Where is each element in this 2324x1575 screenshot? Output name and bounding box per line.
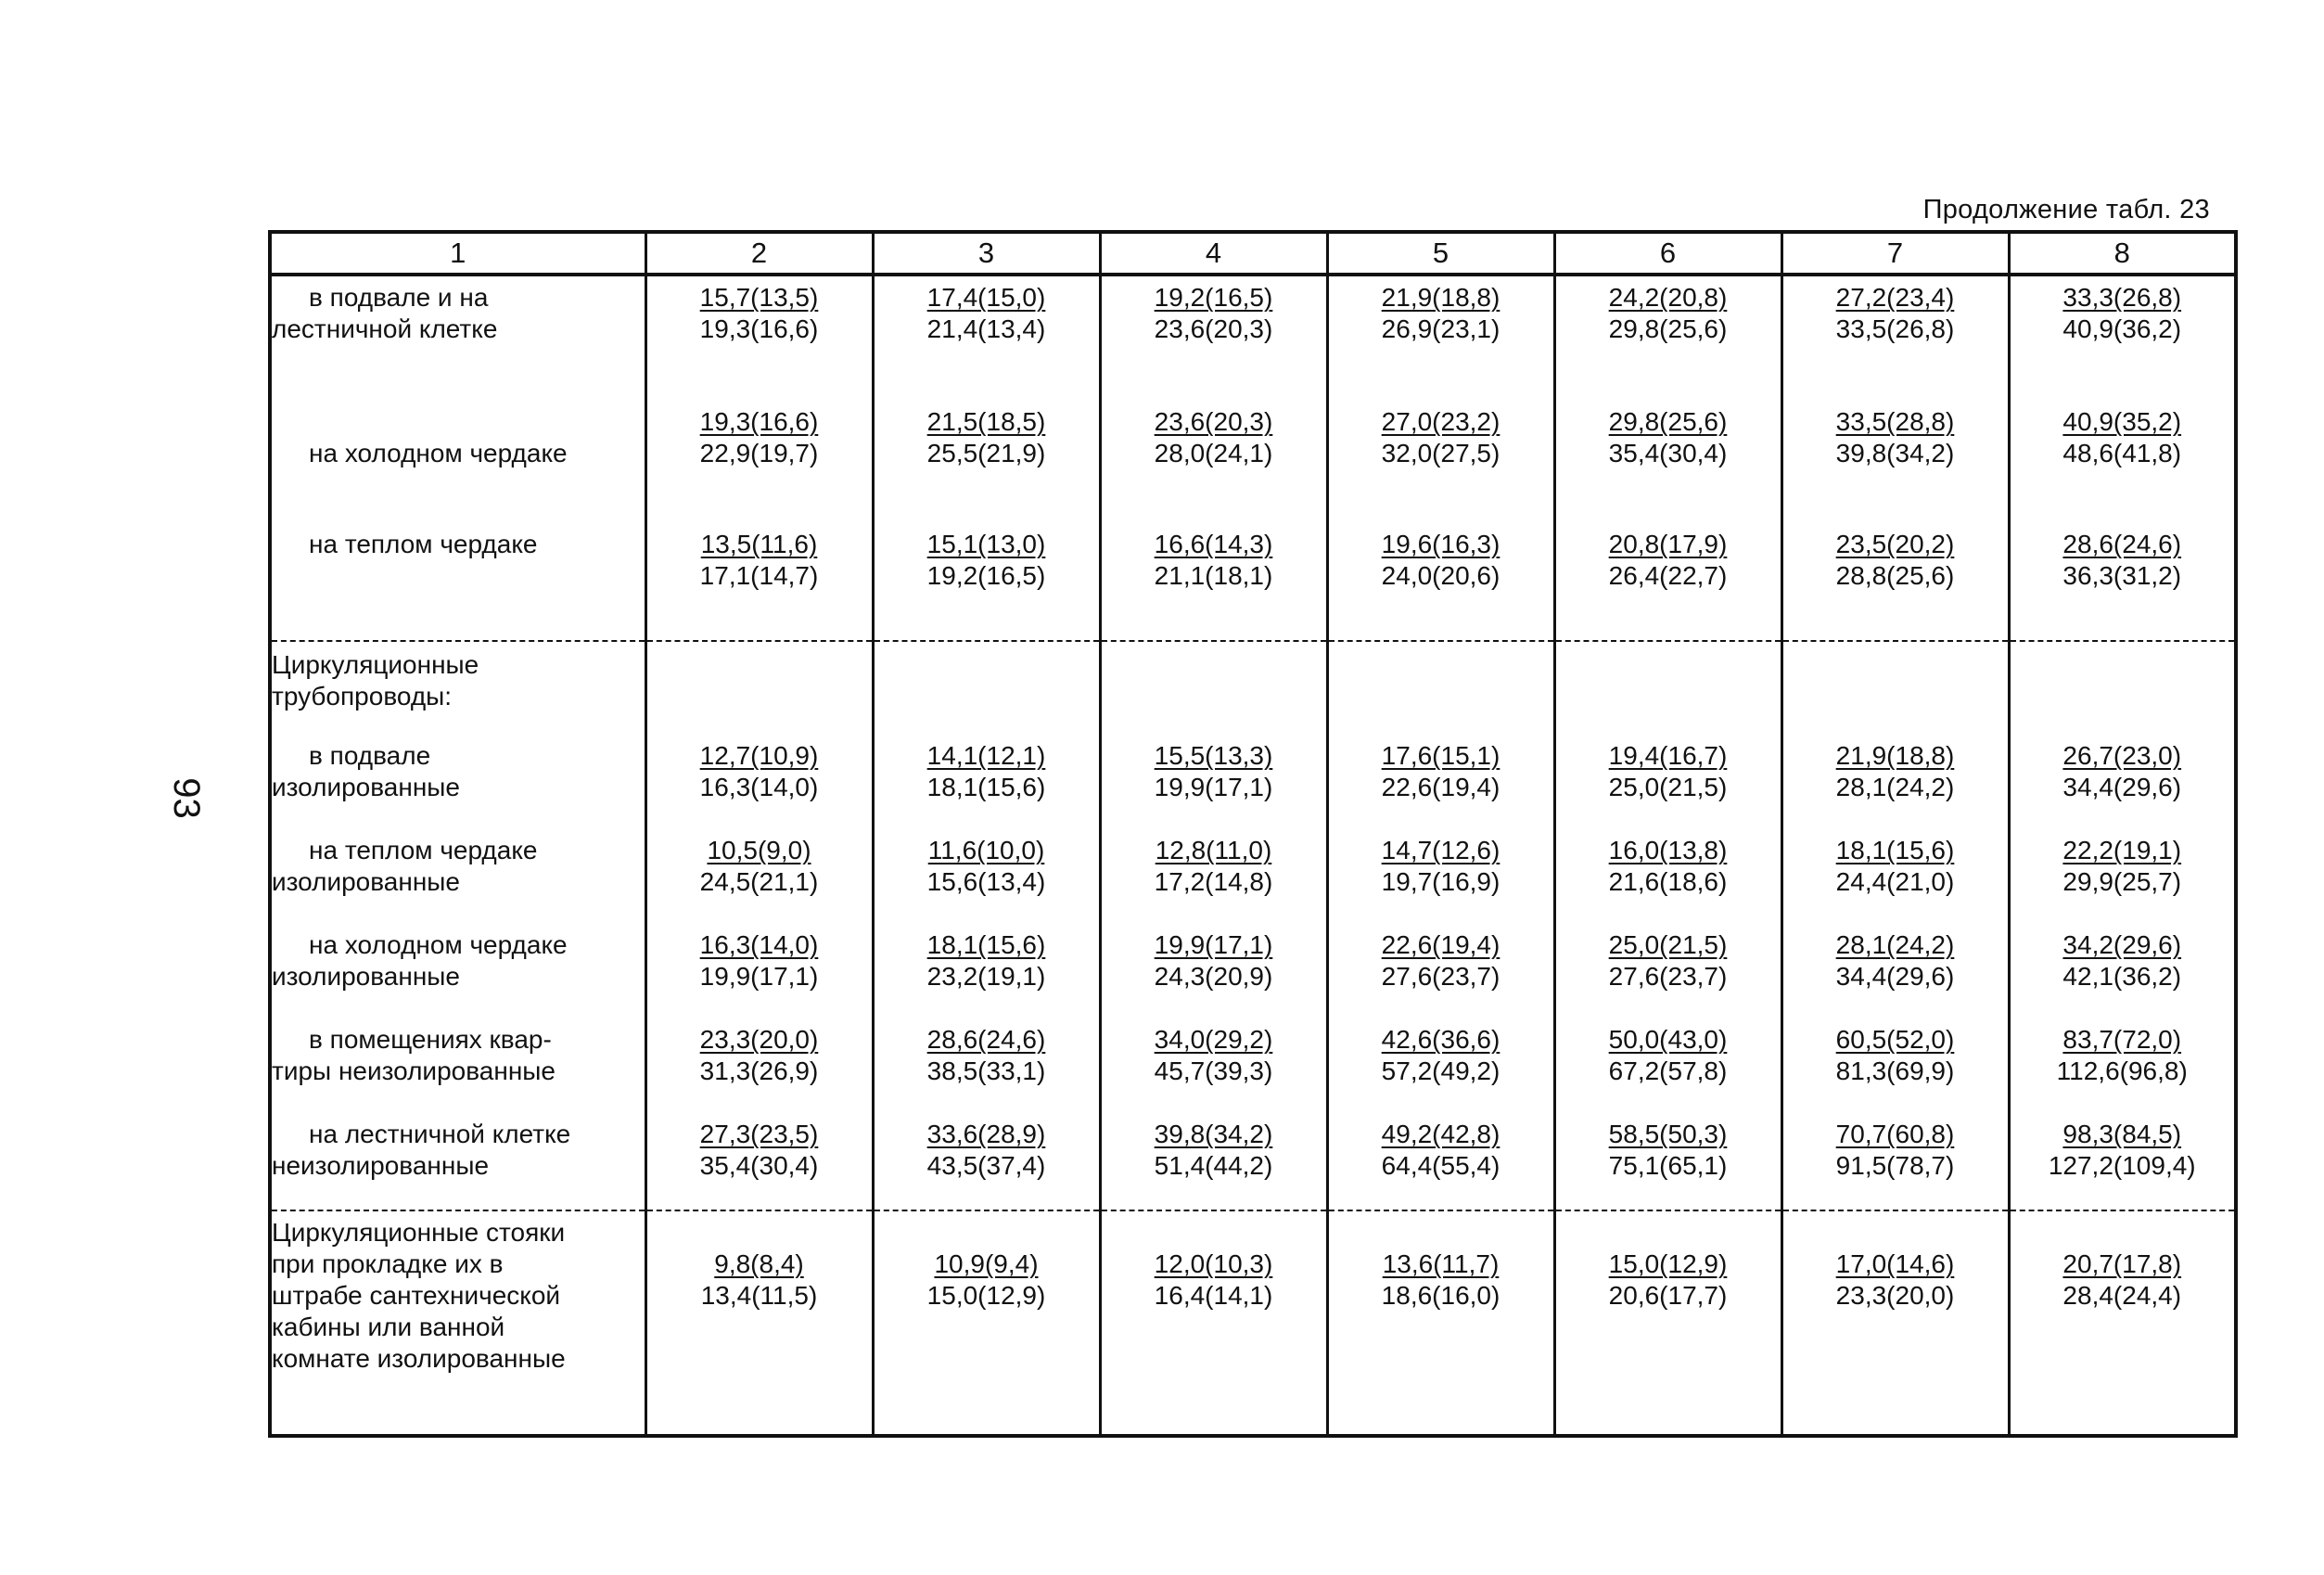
value-cell <box>1327 1115 1554 1210</box>
value-cell <box>2009 926 2236 1020</box>
value-top: 19,4(16,7) <box>1608 741 1728 770</box>
value-cell <box>1781 1020 2009 1115</box>
table-row <box>270 1115 2236 1210</box>
value-cell <box>1554 926 1781 1020</box>
table-row <box>270 525 2236 641</box>
row-label <box>270 403 645 469</box>
value-bottom: 19,2(16,5) <box>926 561 1046 590</box>
value-bottom: 29,9(25,7) <box>2062 867 2182 896</box>
label-line: в подвале и на <box>309 283 489 312</box>
label-line: на холодном чердаке <box>309 930 568 959</box>
value-top: 16,3(14,0) <box>699 930 819 959</box>
value-top: 23,5(20,2) <box>1835 530 1955 558</box>
value-bottom: 64,4(55,4) <box>1381 1151 1500 1180</box>
label-line: лестничной клетке <box>272 314 498 343</box>
table-row <box>270 1210 2236 1436</box>
value-bottom: 29,8(25,6) <box>1608 314 1728 343</box>
value-cell <box>645 403 873 469</box>
value-bottom: 24,3(20,9) <box>1154 962 1273 991</box>
value-top: 21,9(18,8) <box>1835 741 1955 770</box>
label-line: на холодном чердаке <box>309 439 568 467</box>
value-top: 33,5(28,8) <box>1835 407 1955 436</box>
value-top: 15,7(13,5) <box>699 283 819 312</box>
value-top: 12,8(11,0) <box>1155 836 1272 864</box>
value-cell <box>2009 831 2236 926</box>
row-label <box>270 1020 645 1115</box>
label-line: изолированные <box>272 773 460 801</box>
value-cell <box>1100 736 1327 831</box>
value-cell <box>2009 1115 2236 1210</box>
value-cell <box>645 1020 873 1115</box>
value-top: 39,8(34,2) <box>1154 1120 1273 1148</box>
row-label <box>270 275 645 347</box>
column-header: 8 <box>2009 232 2236 275</box>
value-cell <box>645 275 873 347</box>
value-bottom: 112,6(96,8) <box>2056 1056 2188 1085</box>
value-cell <box>1554 831 1781 926</box>
value-top: 58,5(50,3) <box>1608 1120 1728 1148</box>
value-bottom: 18,6(16,0) <box>1381 1281 1500 1310</box>
value-cell <box>1100 831 1327 926</box>
value-cell <box>645 831 873 926</box>
value-cell <box>873 1020 1100 1115</box>
value-top: 12,0(10,3) <box>1154 1249 1273 1278</box>
value-top: 25,0(21,5) <box>1608 930 1728 959</box>
value-cell <box>1327 403 1554 469</box>
section-label <box>270 641 645 736</box>
value-top: 83,7(72,0) <box>2062 1025 2182 1054</box>
row-label <box>270 1210 645 1436</box>
value-top: 49,2(42,8) <box>1381 1120 1500 1148</box>
value-cell <box>1554 736 1781 831</box>
value-cell <box>1100 926 1327 1020</box>
value-bottom: 15,0(12,9) <box>926 1281 1046 1310</box>
label-line: на лестничной клетке <box>309 1120 571 1148</box>
value-bottom: 17,1(14,7) <box>699 561 819 590</box>
value-cell <box>1100 403 1327 469</box>
value-cell <box>2009 525 2236 641</box>
row-label <box>270 525 645 641</box>
column-header: 5 <box>1327 232 1554 275</box>
value-top: 33,6(28,9) <box>926 1120 1046 1148</box>
row-label <box>270 1115 645 1210</box>
value-top: 50,0(43,0) <box>1608 1025 1728 1054</box>
value-cell <box>1554 275 1781 347</box>
table-row <box>270 736 2236 831</box>
value-cell <box>1327 736 1554 831</box>
value-bottom: 34,4(29,6) <box>2062 773 2182 801</box>
value-top: 19,9(17,1) <box>1154 930 1273 959</box>
value-top: 23,6(20,3) <box>1154 407 1273 436</box>
value-cell <box>873 275 1100 347</box>
value-bottom: 21,4(13,4) <box>926 314 1046 343</box>
value-cell <box>873 926 1100 1020</box>
value-bottom: 67,2(57,8) <box>1608 1056 1728 1085</box>
value-cell <box>873 831 1100 926</box>
row-label <box>270 831 645 926</box>
value-top: 10,9(9,4) <box>934 1249 1039 1278</box>
value-bottom: 57,2(49,2) <box>1381 1056 1500 1085</box>
value-bottom: 21,6(18,6) <box>1608 867 1728 896</box>
value-top: 42,6(36,6) <box>1381 1025 1500 1054</box>
value-cell <box>645 736 873 831</box>
value-top: 21,9(18,8) <box>1381 283 1500 312</box>
value-top: 13,5(11,6) <box>700 530 818 558</box>
label-line: на теплом чердаке <box>309 530 538 558</box>
value-bottom: 19,7(16,9) <box>1381 867 1500 896</box>
value-cell <box>1781 403 2009 469</box>
value-cell <box>1554 403 1781 469</box>
value-bottom: 38,5(33,1) <box>926 1056 1046 1085</box>
column-header: 7 <box>1781 232 2009 275</box>
row-label <box>270 736 645 831</box>
spacer-row <box>270 347 2236 403</box>
value-cell <box>1327 1020 1554 1115</box>
spacer-row <box>270 469 2236 525</box>
value-top: 18,1(15,6) <box>1835 836 1955 864</box>
value-bottom: 48,6(41,8) <box>2062 439 2182 467</box>
value-bottom: 26,9(23,1) <box>1381 314 1500 343</box>
value-cell <box>2009 275 2236 347</box>
column-header: 3 <box>873 232 1100 275</box>
label-line: в подвале <box>309 741 431 770</box>
value-top: 10,5(9,0) <box>707 836 811 864</box>
value-bottom: 127,2(109,4) <box>2048 1151 2196 1180</box>
label-line: неизолированные <box>272 1151 490 1180</box>
value-bottom: 22,6(19,4) <box>1381 773 1500 801</box>
value-cell <box>645 1210 873 1436</box>
column-header: 2 <box>645 232 873 275</box>
value-bottom: 43,5(37,4) <box>926 1151 1046 1180</box>
row-label <box>270 926 645 1020</box>
value-top: 21,5(18,5) <box>926 407 1046 436</box>
value-bottom: 42,1(36,2) <box>2062 962 2182 991</box>
value-top: 18,1(15,6) <box>926 930 1046 959</box>
value-top: 17,0(14,6) <box>1835 1249 1955 1278</box>
table-row <box>270 275 2236 347</box>
table-caption: Продолжение табл. 23 <box>1922 195 2210 224</box>
value-cell <box>2009 403 2236 469</box>
page-number: 93 <box>165 777 207 819</box>
value-bottom: 26,4(22,7) <box>1608 561 1728 590</box>
value-bottom: 27,6(23,7) <box>1608 962 1728 991</box>
value-bottom: 22,9(19,7) <box>699 439 819 467</box>
value-bottom: 40,9(36,2) <box>2062 314 2182 343</box>
value-cell <box>1781 525 2009 641</box>
label-line: комнате изолированные <box>272 1344 566 1373</box>
value-bottom: 75,1(65,1) <box>1608 1151 1728 1180</box>
value-cell <box>1327 1210 1554 1436</box>
value-bottom: 18,1(15,6) <box>926 773 1046 801</box>
value-top: 29,8(25,6) <box>1608 407 1728 436</box>
value-top: 15,1(13,0) <box>926 530 1046 558</box>
value-cell <box>1327 525 1554 641</box>
value-bottom: 36,3(31,2) <box>2062 561 2182 590</box>
label-line: на теплом чердаке <box>309 836 538 864</box>
value-cell <box>1100 1210 1327 1436</box>
value-cell <box>2009 1210 2236 1436</box>
value-bottom: 19,3(16,6) <box>699 314 819 343</box>
value-cell <box>873 1210 1100 1436</box>
value-cell <box>873 1115 1100 1210</box>
value-top: 22,6(19,4) <box>1381 930 1500 959</box>
value-bottom: 16,4(14,1) <box>1154 1281 1273 1310</box>
value-cell <box>1554 1115 1781 1210</box>
value-top: 17,4(15,0) <box>926 283 1046 312</box>
section-row <box>270 641 2236 736</box>
value-cell <box>1100 1020 1327 1115</box>
value-cell <box>873 736 1100 831</box>
value-top: 11,6(10,0) <box>927 836 1045 864</box>
value-top: 14,7(12,6) <box>1381 836 1500 864</box>
value-top: 34,0(29,2) <box>1154 1025 1273 1054</box>
value-cell <box>2009 1020 2236 1115</box>
value-bottom: 31,3(26,9) <box>699 1056 819 1085</box>
value-top: 9,8(8,4) <box>714 1249 804 1278</box>
value-top: 16,6(14,3) <box>1154 530 1273 558</box>
column-header: 4 <box>1100 232 1327 275</box>
value-top: 12,7(10,9) <box>699 741 819 770</box>
value-cell <box>645 926 873 1020</box>
value-bottom: 28,8(25,6) <box>1835 561 1955 590</box>
value-top: 23,3(20,0) <box>699 1025 819 1054</box>
value-top: 20,8(17,9) <box>1608 530 1728 558</box>
value-top: 27,3(23,5) <box>699 1120 819 1148</box>
value-cell <box>1100 525 1327 641</box>
value-bottom: 24,5(21,1) <box>699 867 819 896</box>
value-top: 27,2(23,4) <box>1835 283 1955 312</box>
table-row <box>270 403 2236 469</box>
value-cell <box>645 1115 873 1210</box>
value-cell <box>2009 736 2236 831</box>
value-top: 40,9(35,2) <box>2062 407 2182 436</box>
table-row <box>270 926 2236 1020</box>
value-bottom: 45,7(39,3) <box>1154 1056 1273 1085</box>
table-row <box>270 831 2236 926</box>
value-top: 70,7(60,8) <box>1835 1120 1955 1148</box>
value-bottom: 17,2(14,8) <box>1154 867 1273 896</box>
value-bottom: 24,0(20,6) <box>1381 561 1500 590</box>
value-top: 28,1(24,2) <box>1835 930 1955 959</box>
value-cell <box>1781 831 2009 926</box>
value-top: 19,3(16,6) <box>699 407 819 436</box>
value-top: 27,0(23,2) <box>1381 407 1500 436</box>
value-cell <box>1327 275 1554 347</box>
value-bottom: 24,4(21,0) <box>1835 867 1955 896</box>
value-bottom: 13,4(11,5) <box>700 1281 818 1310</box>
value-cell <box>645 525 873 641</box>
value-top: 14,1(12,1) <box>926 741 1046 770</box>
label-line: штрабе сантехнической <box>272 1281 561 1310</box>
value-cell <box>1781 1210 2009 1436</box>
value-top: 22,2(19,1) <box>2062 836 2182 864</box>
value-cell <box>1554 1210 1781 1436</box>
label-line: в помещениях квар- <box>309 1025 552 1054</box>
value-bottom: 25,0(21,5) <box>1608 773 1728 801</box>
table-row <box>270 1020 2236 1115</box>
value-bottom: 28,4(24,4) <box>2062 1281 2182 1310</box>
label-line: кабины или ванной <box>272 1312 505 1341</box>
value-cell <box>1554 525 1781 641</box>
value-bottom: 16,3(14,0) <box>699 773 819 801</box>
value-bottom: 33,5(26,8) <box>1835 314 1955 343</box>
label-line: трубопроводы: <box>272 682 453 711</box>
value-cell <box>1100 1115 1327 1210</box>
value-top: 24,2(20,8) <box>1608 283 1728 312</box>
label-line: Циркуляционные <box>272 650 479 679</box>
value-top: 15,5(13,3) <box>1154 741 1273 770</box>
value-bottom: 27,6(23,7) <box>1381 962 1500 991</box>
value-cell <box>1327 926 1554 1020</box>
value-bottom: 39,8(34,2) <box>1835 439 1955 467</box>
value-bottom: 28,0(24,1) <box>1154 439 1273 467</box>
value-bottom: 28,1(24,2) <box>1835 773 1955 801</box>
value-bottom: 81,3(69,9) <box>1835 1056 1955 1085</box>
value-bottom: 35,4(30,4) <box>1608 439 1728 467</box>
value-top: 17,6(15,1) <box>1381 741 1500 770</box>
value-bottom: 23,6(20,3) <box>1154 314 1273 343</box>
value-bottom: 91,5(78,7) <box>1835 1151 1955 1180</box>
value-cell <box>1781 926 2009 1020</box>
value-top: 28,6(24,6) <box>2062 530 2182 558</box>
value-cell <box>1100 275 1327 347</box>
column-header: 1 <box>270 232 645 275</box>
value-cell <box>1554 1020 1781 1115</box>
value-top: 60,5(52,0) <box>1835 1025 1955 1054</box>
value-bottom: 51,4(44,2) <box>1154 1151 1273 1180</box>
value-top: 15,0(12,9) <box>1608 1249 1728 1278</box>
value-bottom: 34,4(29,6) <box>1835 962 1955 991</box>
value-bottom: 19,9(17,1) <box>1154 773 1273 801</box>
value-bottom: 21,1(18,1) <box>1154 561 1273 590</box>
value-top: 26,7(23,0) <box>2062 741 2182 770</box>
label-line: изолированные <box>272 962 460 991</box>
value-top: 34,2(29,6) <box>2062 930 2182 959</box>
column-header: 6 <box>1554 232 1781 275</box>
value-top: 13,6(11,7) <box>1382 1249 1500 1278</box>
value-cell <box>1781 736 2009 831</box>
value-cell <box>1781 275 2009 347</box>
value-bottom: 25,5(21,9) <box>926 439 1046 467</box>
value-cell <box>1327 831 1554 926</box>
value-bottom: 19,9(17,1) <box>699 962 819 991</box>
value-top: 16,0(13,8) <box>1608 836 1728 864</box>
value-top: 98,3(84,5) <box>2062 1120 2182 1148</box>
label-line: при прокладке их в <box>272 1249 504 1278</box>
value-top: 19,6(16,3) <box>1381 530 1500 558</box>
value-bottom: 32,0(27,5) <box>1381 439 1500 467</box>
value-cell <box>1781 1115 2009 1210</box>
label-line: Циркуляционные стояки <box>272 1218 566 1247</box>
label-line: тиры неизолированные <box>272 1056 555 1085</box>
data-table <box>268 230 2238 1438</box>
value-bottom: 35,4(30,4) <box>699 1151 819 1180</box>
value-top: 20,7(17,8) <box>2062 1249 2182 1278</box>
label-line: изолированные <box>272 867 460 896</box>
header-row <box>270 232 2236 275</box>
value-bottom: 23,3(20,0) <box>1835 1281 1955 1310</box>
value-bottom: 15,6(13,4) <box>926 867 1046 896</box>
value-top: 19,2(16,5) <box>1154 283 1273 312</box>
value-bottom: 23,2(19,1) <box>926 962 1046 991</box>
value-top: 33,3(26,8) <box>2062 283 2182 312</box>
value-cell <box>873 403 1100 469</box>
value-cell <box>873 525 1100 641</box>
value-bottom: 20,6(17,7) <box>1608 1281 1728 1310</box>
value-top: 28,6(24,6) <box>926 1025 1046 1054</box>
